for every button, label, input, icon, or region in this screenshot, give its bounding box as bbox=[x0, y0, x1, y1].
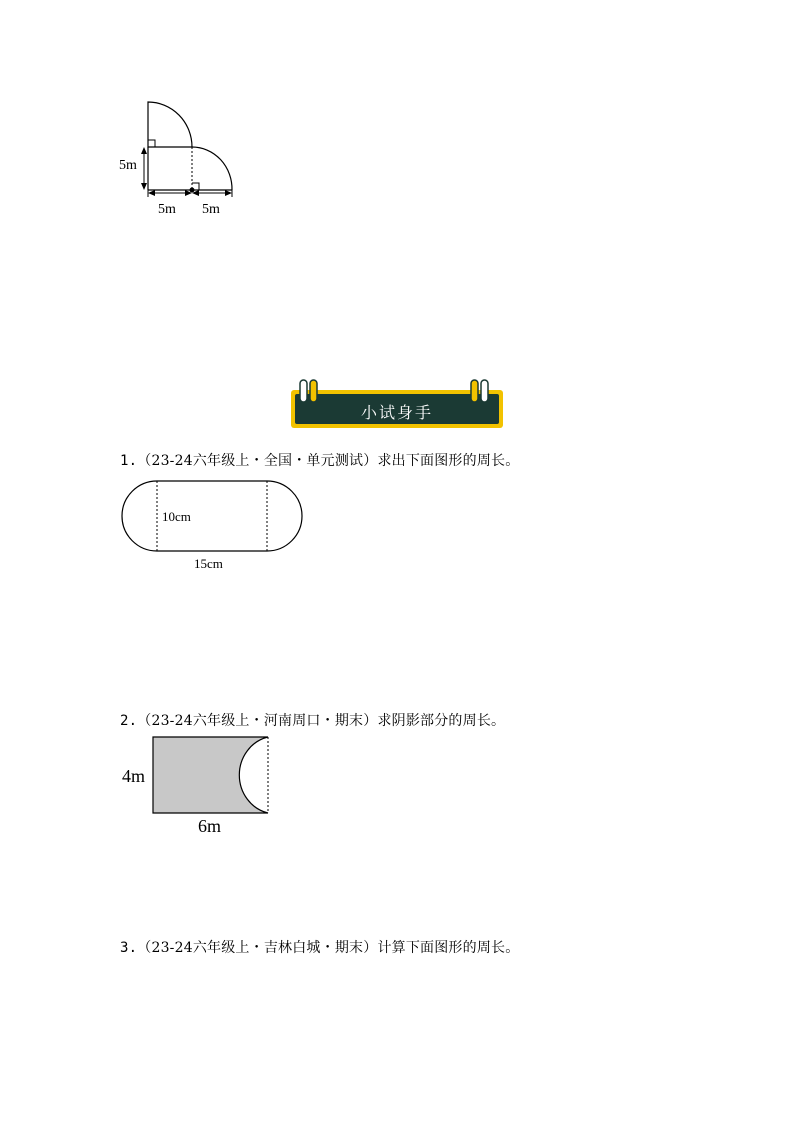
width-label: 15cm bbox=[194, 556, 223, 571]
width-label: 6m bbox=[198, 816, 222, 836]
height-label: 5m bbox=[119, 158, 137, 173]
question-number: 1. bbox=[120, 453, 138, 469]
quarter-circles-figure bbox=[110, 95, 250, 220]
shaded-rectangle-figure bbox=[118, 734, 278, 838]
bottom-right-label: 5m bbox=[202, 202, 220, 217]
section-title: 小试身手 bbox=[360, 403, 433, 422]
question-3 bbox=[120, 937, 519, 957]
height-label: 4m bbox=[122, 766, 146, 786]
bottom-left-label: 5m bbox=[158, 202, 176, 217]
question-source: （23-24六年级上・吉林白城・期末） bbox=[137, 940, 378, 956]
question-source: （23-24六年级上・河南周口・期末） bbox=[137, 713, 378, 729]
question-source: （23-24六年级上・全国・单元测试） bbox=[137, 453, 378, 469]
question-number: 2. bbox=[120, 713, 138, 729]
question-prompt: 计算下面图形的周长。 bbox=[377, 940, 520, 956]
section-banner bbox=[288, 378, 506, 430]
question-2 bbox=[120, 710, 505, 730]
question-number: 3. bbox=[120, 940, 138, 956]
height-label: 10cm bbox=[162, 509, 191, 524]
question-prompt: 求出下面图形的周长。 bbox=[377, 453, 520, 469]
question-1 bbox=[120, 450, 519, 470]
question-prompt: 求阴影部分的周长。 bbox=[377, 713, 506, 729]
stadium-figure bbox=[118, 478, 310, 574]
lower-quarter-circle bbox=[192, 147, 232, 190]
